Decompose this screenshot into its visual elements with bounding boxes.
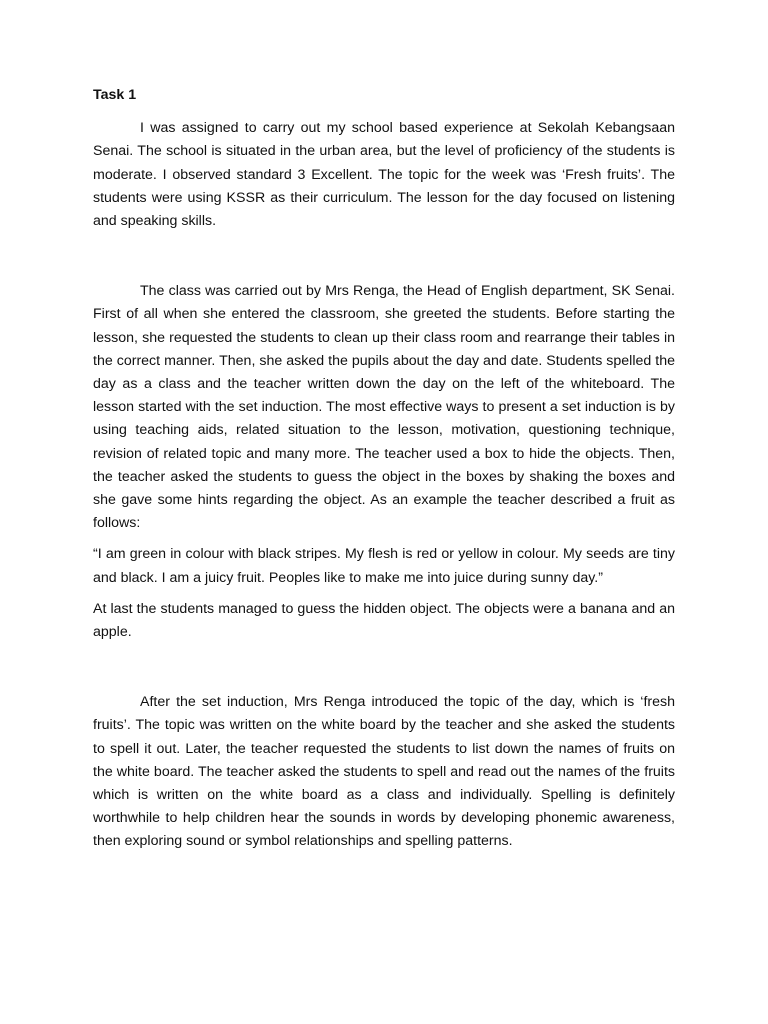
- paragraph-fruit-quote: “I am green in colour with black stripes. My flesh is red or yellow in colour. My seeds are tiny and black. I am a juicy fruit. Peoples like to make me into juice during sunny day.”: [93, 546, 675, 586]
- document-heading: Task 1: [93, 87, 137, 103]
- document-body: [93, 84, 675, 854]
- paragraph-topic-introduction: After the set induction, Mrs Renga introduced the topic of the day, which is ‘fresh fruits’. The topic was written on the white board by the teacher and she asked the students to spell it out. Later, the teacher requested the students to list down the names of fruits on the white board. The teacher asked the students to spell and read out the names of the fruits which is written on the white board as a class and individually. Spelling is definitely worthwhile to help children hear the sounds in words by developing phonemic awareness, then exploring sound or symbol relationships and spelling patterns.: [93, 694, 675, 850]
- paragraph-school-experience: I was assigned to carry out my school based experience at Sekolah Kebangsaan Senai. The school is situated in the urban area, but the level of proficiency of the students is moderate. I observed standard 3 Excellent. The topic for the week was ‘Fresh fruits’. The students were using KSSR as their curriculum. The lesson for the day focused on listening and speaking skills.: [93, 120, 675, 230]
- paragraph-class-description: The class was carried out by Mrs Renga, the Head of English department, SK Senai. First of all when she entered the classroom, she greeted the students. Before starting the lesson, she requested the students to clean up their class room and rearrange their tables in the correct manner. Then, she asked the pupils about the day and date. Students spelled the day as a class and the teacher written down the day on the left of the whiteboard. The lesson started with the set induction. The most effective ways to present a set induction is by using teaching aids, related situation to the lesson, motivation, questioning technique, revision of related topic and many more. The teacher used a box to hide the objects. Then, the teacher asked the students to guess the object in the boxes by shaking the boxes and she gave some hints regarding the object. As an example the teacher described a fruit as follows:: [93, 283, 675, 532]
- paragraph-guess-result: At last the students managed to guess the hidden object. The objects were a banana and an apple.: [93, 600, 675, 641]
